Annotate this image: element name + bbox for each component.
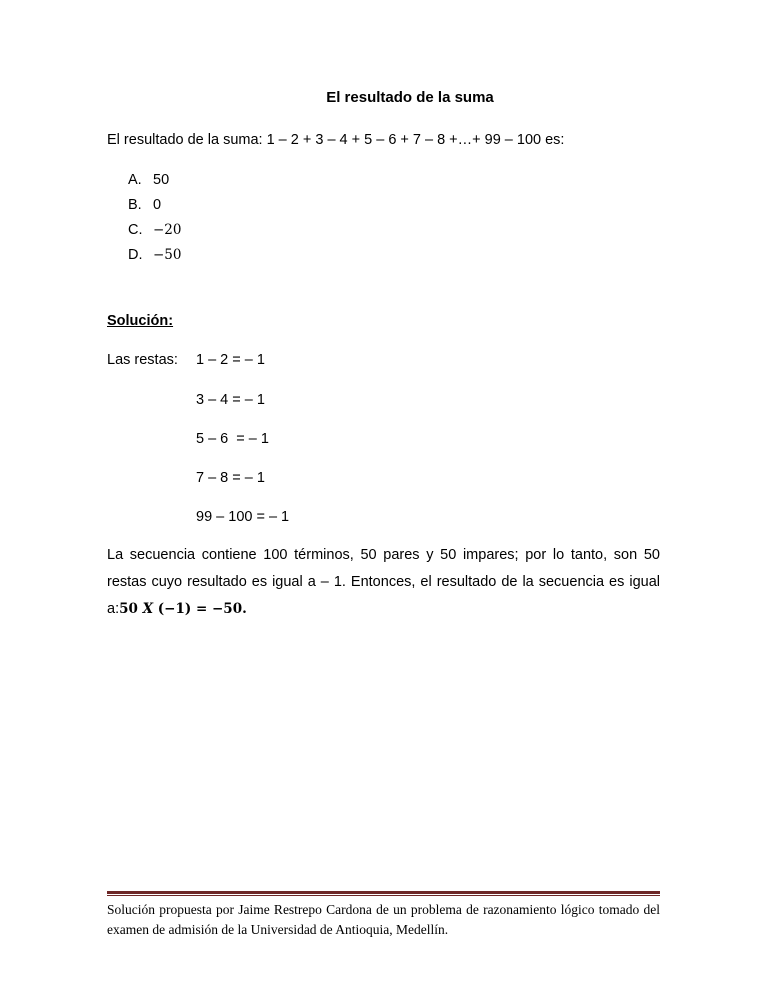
result-var: X: [142, 601, 154, 617]
resta-line: 3 – 4 = – 1: [196, 392, 265, 408]
option-c: [128, 220, 182, 245]
result-value: −50: [211, 601, 243, 617]
option-letter: A.: [128, 172, 142, 188]
option-b: [128, 195, 182, 220]
resta-line: 7 – 8 = – 1: [196, 470, 265, 486]
footer-divider-thin: [107, 895, 660, 896]
answer-options: [128, 170, 182, 270]
option-value: 50: [153, 172, 170, 188]
footer-divider-thick: [107, 891, 660, 894]
option-value: −20: [153, 222, 182, 238]
result-formula: [119, 601, 247, 617]
result-coef: 50: [119, 601, 138, 617]
resta-line: 99 – 100 = – 1: [196, 509, 290, 525]
option-value: 0: [153, 197, 162, 213]
restas-label: Las restas:: [107, 352, 178, 368]
option-letter: D.: [128, 247, 143, 263]
option-a: [128, 170, 182, 195]
question-text: El resultado de la suma: 1 – 2 + 3 – 4 + 5 – 6 + 7 – 8 +…+ 99 – 100 es:: [107, 132, 565, 148]
page-title: El resultado de la suma: [326, 89, 494, 106]
resta-line: 5 – 6 = – 1: [196, 431, 269, 447]
resta-line: 1 – 2 = – 1: [196, 352, 265, 368]
footer-text: Solución propuesta por Jaime Restrepo Cardona de un problema de razonamiento lógico tomado del examen de admisión de la Universidad de Antioquia, Medellín.: [107, 902, 660, 937]
conclusion-paragraph: [107, 542, 660, 623]
result-paren: (−1) =: [153, 601, 212, 617]
footer-divider: [107, 891, 660, 896]
conclusion-text: La secuencia contiene 100 términos, 50 pares y 50 impares; por lo tanto, son 50 restas cuyo resultado es igual a – 1. Entonces, el resultado de la secuencia es igual a:: [107, 547, 660, 617]
option-d: [128, 245, 182, 270]
result-end: .: [242, 601, 247, 617]
option-letter: C.: [128, 222, 143, 238]
option-letter: B.: [128, 197, 142, 213]
option-value: −50: [153, 247, 182, 263]
solution-heading: Solución:: [107, 313, 174, 329]
